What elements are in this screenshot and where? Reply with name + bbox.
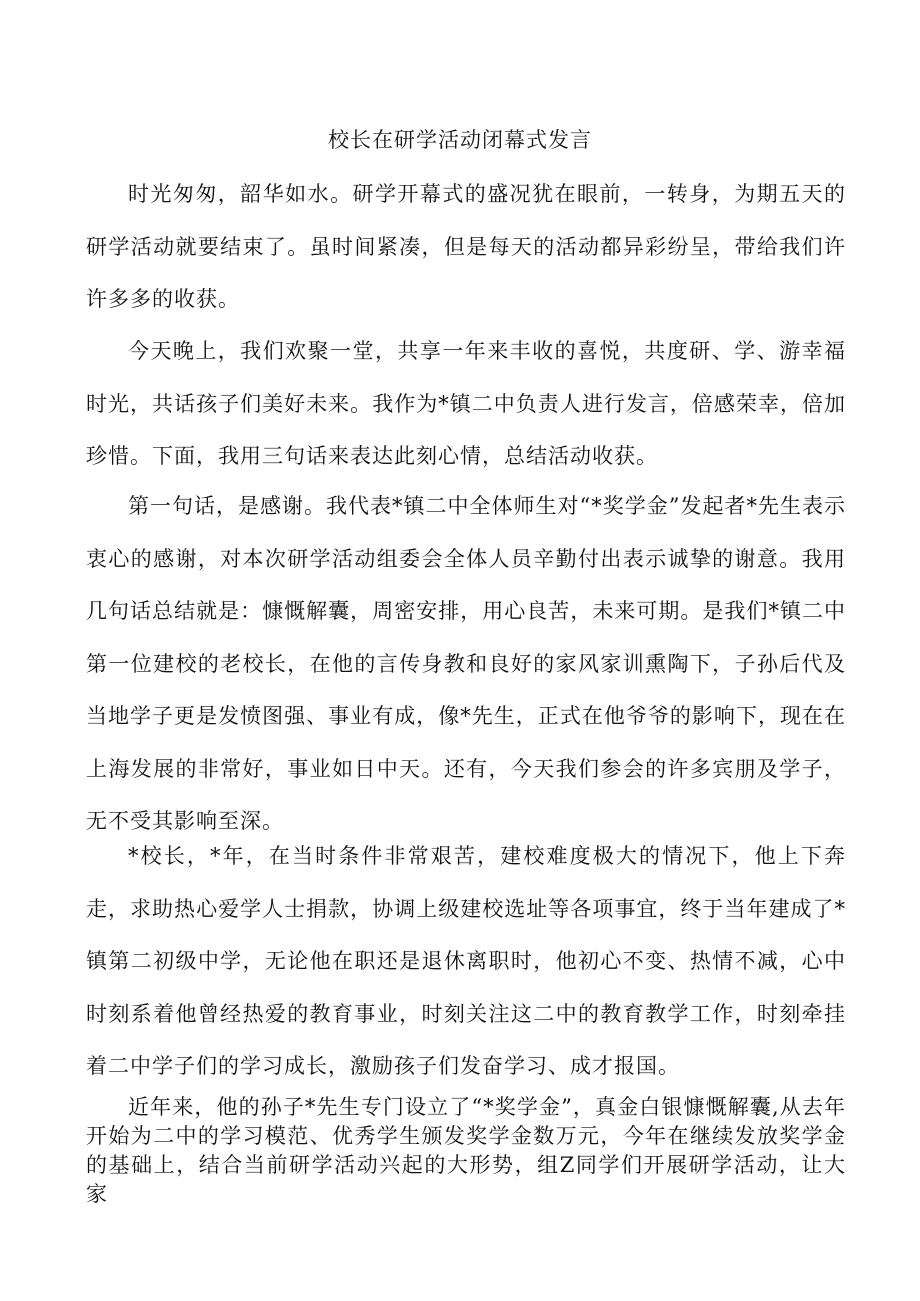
paragraph-5: 近年来，他的孙子*先生专门设立了“*奖学金”，真金白银慷慨解囊,从去年开始为二中的学习模范、优秀学生颁发奖学金数万元，今年在继续发放奖学金的基础上，结合当前研学活动兴起的大形势，组Z同学们开展研学活动，让大家	[86, 1095, 846, 1206]
paragraph-1: 时光匆匆，韶华如水。研学开幕式的盛况犹在眼前，一转身，为期五天的研学活动就要结束了。虽时间紧凑，但是每天的活动都异彩纷呈，带给我们许许多多的收获。	[86, 182, 846, 311]
document-title: 校长在研学活动闭幕式发言	[328, 128, 592, 152]
paragraph-2: 今天晚上，我们欢聚一堂，共享一年来丰收的喜悦，共度研、学、游幸福时光，共话孩子们美好未来。我作为*镇二中负责人进行发言，倍感荣幸，倍加珍惜。下面，我用三句话来表达此刻心情，总结活动收获。	[86, 339, 846, 468]
paragraph-4: *校长，*年，在当时条件非常艰苦，建校难度极大的情况下，他上下奔走，求助热心爱学人士捐款，协调上级建校选址等各项事宜，终于当年建成了*镇第二初级中学，无论他在职还是退休离职时，他初心不变、热情不减，心中时刻系着他曾经热爱的教育事业，时刻关注这二中的教育教学工作，时刻牵挂着二中学子们的学习成长，激励孩子们发奋学习、成才报国。	[86, 844, 846, 1078]
paragraph-3: 第一句话，是感谢。我代表*镇二中全体师生对“*奖学金”发起者*先生表示衷心的感谢，对本次研学活动组委会全体人员辛勤付出表示诚挚的谢意。我用几句话总结就是：慷慨解囊，周密安排，用心良苦，未来可期。是我们*镇二中第一位建校的老校长，在他的言传身教和良好的家风家训熏陶下，子孙后代及当地学子更是发愤图强、事业有成，像*先生，正式在他爷爷的影响下，现在在上海发展的非常好，事业如日中天。还有，今天我们参会的许多宾朋及学子，无不受其影响至深。	[86, 494, 846, 833]
